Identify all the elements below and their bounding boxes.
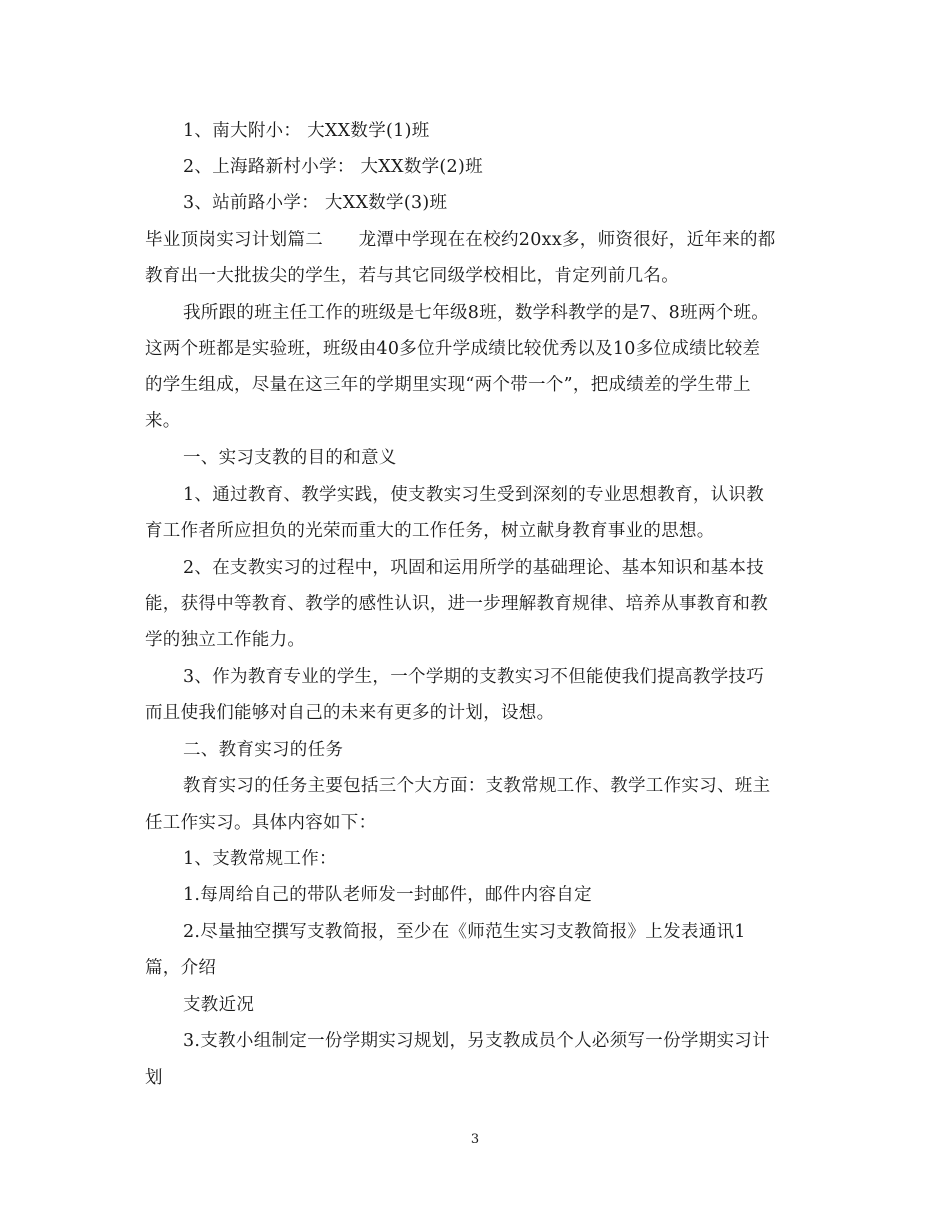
text-line: 3.支教小组制定一份学期实习规划，另支教成员个人必须写一份学期实习计 <box>183 1031 770 1051</box>
text-line: 3、站前路小学： 大XX数学(3)班 <box>183 193 448 213</box>
text-line: 2、在支教实习的过程中，巩固和运用所学的基础理论、基本知识和基本技 <box>183 558 765 578</box>
text-line: 这两个班都是实验班，班级由40多位升学成绩比较优秀以及10多位成绩比较差 <box>145 339 761 359</box>
section-heading: 一、实习支教的目的和意义 <box>183 448 397 468</box>
text-line: 1、通过教育、教学实践，使支教实习生受到深刻的专业思想教育，认识教 <box>183 485 765 505</box>
text-line: 的学生组成，尽量在这三年的学期里实现“两个带一个”，把成绩差的学生带上 <box>145 375 751 395</box>
page-number: 3 <box>470 1132 480 1147</box>
section-heading: 二、教育实习的任务 <box>183 740 344 760</box>
text-line: 而且使我们能够对自己的未来有更多的计划，设想。 <box>145 703 555 723</box>
text-line: 支教近况 <box>183 995 255 1015</box>
text-line: 2.尽量抽空撰写支教简报，至少在《师范生实习支教简报》上发表通讯1 <box>183 922 746 942</box>
text-line: 学的独立工作能力。 <box>145 630 306 650</box>
text-line: 我所跟的班主任工作的班级是七年级8班，数学科教学的是7、8班两个班。 <box>183 303 770 323</box>
text-line: 2、上海路新村小学： 大XX数学(2)班 <box>183 157 483 177</box>
text-line: 1、南大附小： 大XX数学(1)班 <box>183 121 430 141</box>
text-line: 毕业顶岗实习计划篇二 龙潭中学现在在校约20xx多，师资很好，近年来的都 <box>145 230 776 250</box>
text-line: 划 <box>145 1068 163 1088</box>
text-line: 任工作实习。具体内容如下： <box>145 813 377 833</box>
text-line: 来。 <box>145 411 181 431</box>
text-line: 1.每周给自己的带队老师发一封邮件，邮件内容自定 <box>183 885 592 905</box>
text-line: 教育实习的任务主要包括三个大方面：支教常规工作、教学工作实习、班主 <box>183 776 771 796</box>
text-line: 3、作为教育专业的学生，一个学期的支教实习不但能使我们提高教学技巧 <box>183 667 765 687</box>
text-line: 能，获得中等教育、教学的感性认识，进一步理解教育规律、培养从事教育和教 <box>145 594 768 614</box>
text-line: 1、支教常规工作： <box>183 849 337 869</box>
text-line: 教育出一大批拔尖的学生，若与其它同级学校相比，肯定列前几名。 <box>145 266 679 286</box>
text-line: 育工作者所应担负的光荣而重大的工作任务，树立献身教育事业的思想。 <box>145 521 715 541</box>
text-line: 篇，介绍 <box>145 958 217 978</box>
